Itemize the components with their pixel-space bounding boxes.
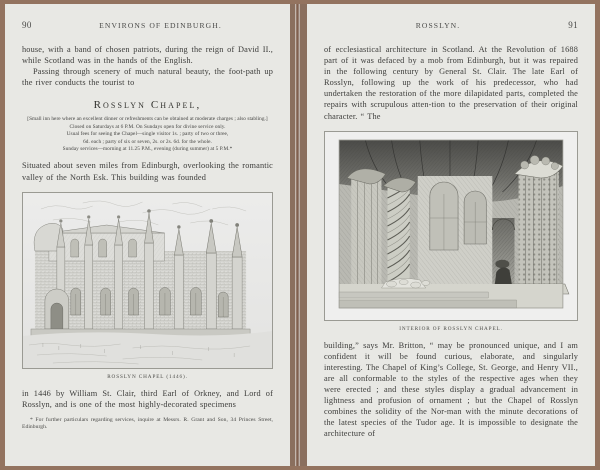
- interior-engraving-icon: [325, 132, 577, 320]
- fineprint-line-1: Closed on Saturdays at 6 P.M. On Sundays open for divine service only.: [69, 123, 226, 130]
- fineprint-bracket-note: [Small inn here where an excellent dinner or refreshments can be obtained at moderate charges ; also stabling.]: [27, 116, 268, 123]
- left-paragraph-2: Passing through scenery of much natural beauty, the foot-path up the river conducts the tourist to: [22, 67, 273, 88]
- left-footnote: * For further particulars regarding services, inquire at Messrs. R. Grant and Son, 34 Princes Street, Edinburgh.: [22, 416, 273, 431]
- book-gutter: [295, 0, 300, 470]
- left-page-folio: 90: [22, 20, 32, 30]
- fineprint-block: [22, 116, 273, 153]
- left-paragraph-4: in 1446 by William St. Clair, third Earl of Orkney, and Lord of Rosslyn, and is one of the most highly-decorated specimens: [22, 388, 273, 409]
- right-plate-caption: INTERIOR OF ROSSLYN CHAPEL.: [399, 325, 503, 332]
- right-page-content: [307, 4, 595, 466]
- left-paragraph-3: Situated about seven miles from Edinburgh, overlooking the romantic valley of the North Esk. This building was founded: [22, 161, 273, 182]
- left-page: [5, 4, 290, 466]
- left-running-title: ENVIRONS OF EDINBURGH.: [99, 21, 222, 30]
- right-page-folio: 91: [568, 20, 578, 30]
- plate-rosslyn-chapel-exterior: [22, 192, 273, 369]
- right-running-head: [324, 20, 578, 34]
- fineprint-line-4: Sunday services—morning at 11.25 P.M., evening (during summer) at 5 P.M.*: [62, 146, 233, 152]
- fineprint-line-3: 6d. each ; party of six or seven, 2s. or 2s. 6d. for the whole.: [83, 138, 212, 145]
- plate-rosslyn-chapel-interior: [324, 131, 578, 321]
- scan-edge-bottom: [0, 466, 600, 470]
- right-paragraph-2: building,” says Mr. Britton, “ may be pronounced unique, and I am confident it will be found curious, elaborate, and singularly interesting. The Chapel of King’s College, St. George, and Henry VII., are all conformable to the styles of the respective ages when they were erected ; and these styles display a gradual advancement in lightness and profusion of ornament ; but the Chapel of Rosslyn combines the solidity of the Nor-man with the minute decorations of the latest species of the Tudor age. It is impossible to designate the architecture of: [324, 340, 578, 439]
- right-page: [307, 4, 595, 466]
- scan-edge-right: [595, 0, 600, 470]
- left-plate-caption: ROSSLYN CHAPEL (1446).: [107, 373, 188, 380]
- left-running-head: [22, 20, 273, 34]
- fineprint-line-2: Usual fees for seeing the Chapel—single visitor 1s. ; party of two or three,: [66, 131, 229, 138]
- left-paragraph-1: house, with a band of chosen patriots, during the reign of David II., while Scotland was in the hands of the English.: [22, 45, 273, 66]
- scan-edge-top: [0, 0, 600, 4]
- exterior-engraving-icon: [23, 193, 272, 368]
- right-running-title: ROSSLYN.: [415, 21, 461, 30]
- right-paragraph-1: of ecclesiastical architecture in Scotland. At the Revolution of 1688 part of it was defaced by a mob from Edinburgh, but it was repaired in the following century by General St. Clair. The late Earl of Rosslyn, following up the work of his predecessor, who had undertaken the restoration of the more dilapidated parts, completed the repairs with scrupulous atten-tion to the preservation of their original character. “ The: [324, 45, 578, 121]
- scan-edge-left: [0, 0, 5, 470]
- section-heading-rosslyn-chapel: Rosslyn Chapel,: [93, 99, 202, 112]
- left-page-content: [5, 4, 290, 466]
